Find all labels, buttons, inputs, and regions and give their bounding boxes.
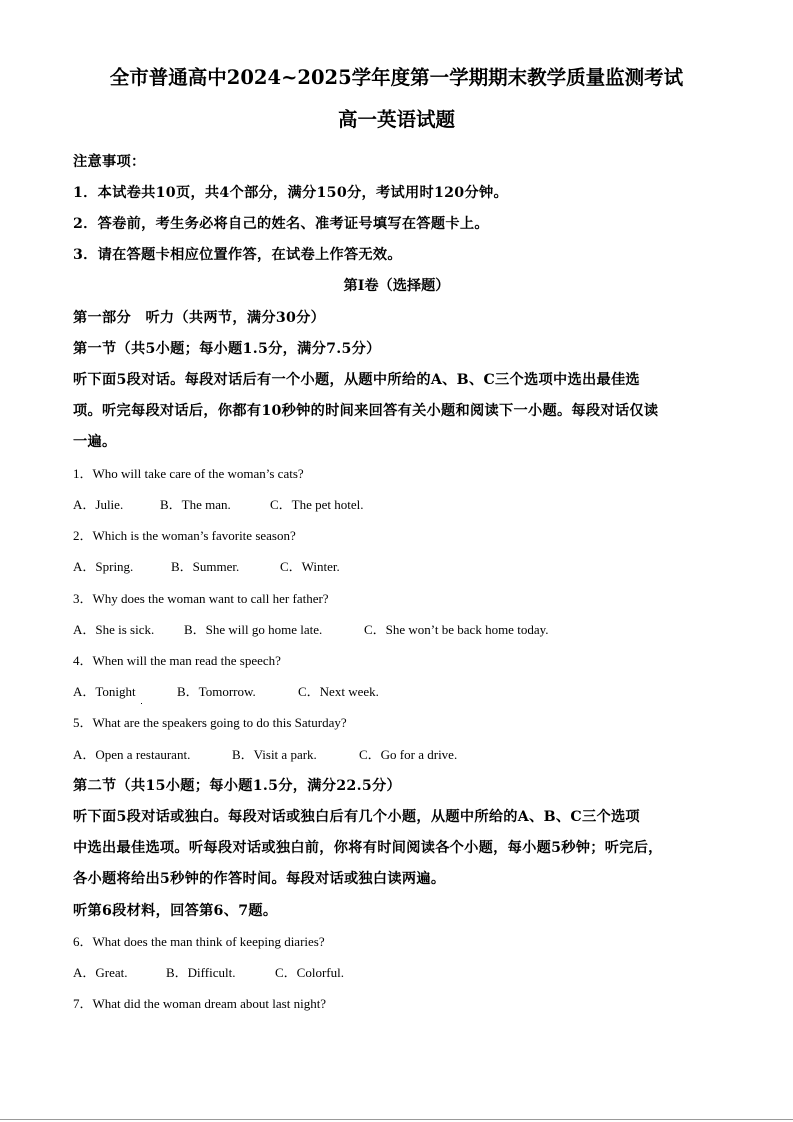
option-b: B．Summer. [171, 559, 240, 574]
question-options [73, 744, 457, 763]
option-a: A．Spring. [73, 559, 134, 574]
question-text: 6．What does the man think of keeping diaries? [73, 934, 325, 949]
section1-instructions: 一遍。 [73, 434, 117, 450]
page-divider [0, 1119, 793, 1120]
section1-instructions: 项。听完每段对话后，你都有10秒钟的时间来回答有关小题和阅读下一小题。每段对话仅读 [73, 403, 659, 419]
section2-instructions: 各小题将给出5秒钟的作答时间。每段对话或独白读两遍。 [73, 871, 446, 887]
option-c: C．Winter. [280, 559, 340, 574]
option-a: A．Open a restaurant. [73, 747, 191, 762]
section2-heading: 第二节（共15小题；每小题1.5分，满分22.5分） [73, 778, 401, 794]
part1-heading: 第一部分 听力（共两节，满分30分） [73, 310, 326, 326]
section2-instructions: 听下面5段对话或独白。每段对话或独白后有几个小题，从题中所给的A、B、C三个选项 [73, 809, 640, 825]
volume-title: 第I卷（选择题） [343, 278, 450, 294]
option-b: B．She will go home late. [184, 622, 323, 637]
stray-dot [141, 703, 142, 704]
option-b: B．Tomorrow. [177, 684, 256, 699]
option-a: A．Julie. [73, 497, 124, 512]
question-options [73, 619, 549, 638]
section1-heading: 第一节（共5小题；每小题1.5分，满分7.5分） [73, 341, 381, 357]
option-b: B．Visit a park. [232, 747, 317, 762]
material-heading: 听第6段材料，回答第6、7题。 [73, 903, 278, 919]
option-c: C．She won’t be back home today. [364, 622, 549, 637]
question-options [73, 556, 340, 575]
option-a: A．Great. [73, 965, 128, 980]
question-text: 3．Why does the woman want to call her father? [73, 591, 329, 606]
question-options [73, 962, 344, 981]
section1-instructions: 听下面5段对话。每段对话后有一个小题，从题中所给的A、B、C三个选项中选出最佳选 [73, 372, 640, 388]
exam-title: 全市普通高中2024~2025学年度第一学期期末教学质量监测考试 [109, 66, 684, 89]
notice-item: 3．请在答题卡相应位置作答，在试卷上作答无效。 [73, 247, 402, 263]
question-options [73, 681, 379, 700]
option-c: C．The pet hotel. [270, 497, 364, 512]
question-text: 1．Who will take care of the woman’s cats? [73, 466, 304, 481]
notice-heading: 注意事项： [73, 154, 146, 170]
question-text: 5．What are the speakers going to do this Saturday? [73, 715, 347, 730]
notice-item: 1．本试卷共10页，共4个部分，满分150分，考试用时120分钟。 [73, 185, 508, 201]
option-c: C．Next week. [298, 684, 379, 699]
question-text: 7．What did the woman dream about last night? [73, 996, 327, 1011]
section2-instructions: 中选出最佳选项。听每段对话或独白前，你将有时间阅读各个小题，每小题5秒钟；听完后， [73, 840, 663, 856]
exam-subtitle: 高一英语试题 [337, 108, 455, 131]
option-a: A．Tonight [73, 684, 136, 699]
option-b: B．Difficult. [166, 965, 236, 980]
option-b: B．The man. [160, 497, 231, 512]
option-c: C．Colorful. [275, 965, 344, 980]
option-c: C．Go for a drive. [359, 747, 458, 762]
option-a: A．She is sick. [73, 622, 155, 637]
question-options [73, 494, 364, 513]
notice-item: 2．答卷前，考生务必将自己的姓名、准考证号填写在答题卡上。 [73, 216, 489, 232]
question-text: 4．When will the man read the speech? [73, 653, 281, 668]
question-text: 2．Which is the woman’s favorite season? [73, 528, 296, 543]
